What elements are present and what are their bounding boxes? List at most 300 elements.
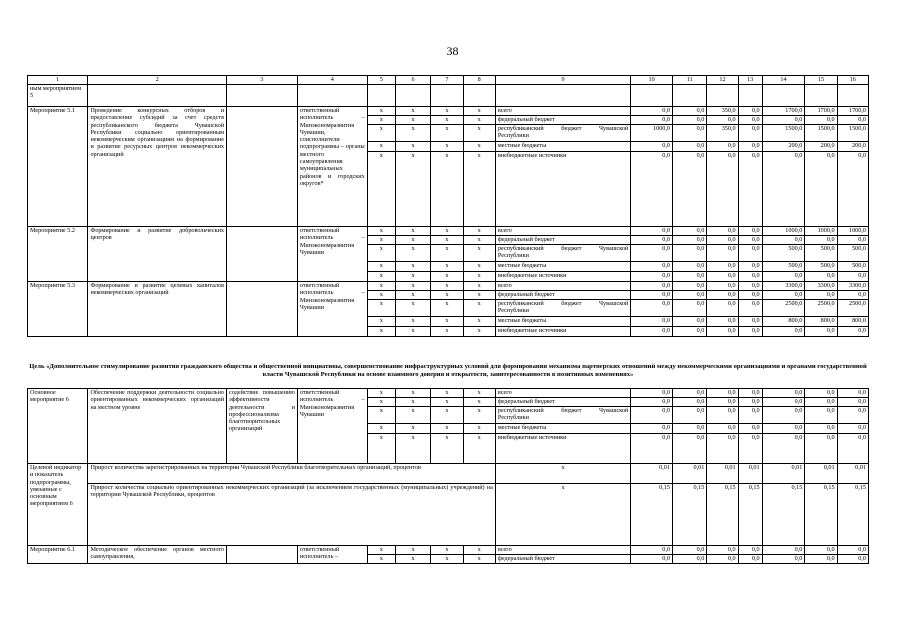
amount-cell: 0,0 <box>837 152 868 227</box>
empty-cell <box>367 85 395 107</box>
column-number-cell: 8 <box>463 76 495 85</box>
amount-cell: 2500,0 <box>762 300 805 317</box>
amount-cell: 0,0 <box>837 272 868 282</box>
amount-cell: 2500,0 <box>837 300 868 317</box>
x-cell: x <box>431 398 463 407</box>
amount-cell: 500,0 <box>837 262 868 272</box>
amount-cell: 1700,0 <box>837 107 868 116</box>
x-cell: x <box>395 152 430 227</box>
amount-cell: 0,0 <box>672 236 706 245</box>
amount-cell: 0,0 <box>707 227 738 236</box>
funding-source-cell: республиканский бюджет Чувашской Республики <box>495 300 630 317</box>
x-cell: x <box>395 107 430 116</box>
x-cell: x <box>395 327 430 337</box>
x-cell: x <box>463 434 495 464</box>
x-cell: x <box>395 272 430 282</box>
measure-id-cell: Мероприятие 6.1 <box>28 546 88 564</box>
x-cell: x <box>367 424 395 434</box>
x-cell: x <box>367 116 395 125</box>
x-cell: x <box>367 407 395 424</box>
amount-cell: 0,0 <box>631 389 673 398</box>
amount-cell: 0,0 <box>707 434 738 464</box>
amount-cell: 0,0 <box>762 116 805 125</box>
x-cell: x <box>431 555 463 564</box>
empty-cell <box>227 85 298 107</box>
amount-cell: 0,0 <box>707 272 738 282</box>
x-cell: x <box>431 262 463 272</box>
x-cell: x <box>431 152 463 227</box>
empty-cell <box>738 85 762 107</box>
amount-cell: 0,0 <box>672 327 706 337</box>
amount-cell: 0,0 <box>738 424 762 434</box>
amount-cell: 0,0 <box>672 434 706 464</box>
amount-cell: 1000,0 <box>631 125 673 142</box>
amount-cell: 0,0 <box>631 398 673 407</box>
amount-cell: 0,0 <box>672 282 706 291</box>
amount-cell: 0,0 <box>707 407 738 424</box>
column-number-cell: 4 <box>297 76 367 85</box>
funding-source-cell: внебюджетные источники <box>495 152 630 227</box>
column-number-cell: 3 <box>227 76 298 85</box>
amount-cell: 0,0 <box>805 152 837 227</box>
empty-cell <box>395 85 430 107</box>
amount-cell: 0,0 <box>738 245 762 262</box>
x-cell: x <box>431 327 463 337</box>
amount-cell: 2500,0 <box>805 300 837 317</box>
funding-source-cell: внебюджетные источники <box>495 434 630 464</box>
indicator-row <box>28 464 869 484</box>
x-cell: x <box>395 227 430 236</box>
empty-cell <box>837 85 868 107</box>
x-cell: x <box>431 142 463 152</box>
amount-cell: 0,0 <box>762 398 805 407</box>
x-cell: x <box>463 389 495 398</box>
amount-cell: 0,0 <box>837 236 868 245</box>
indicator-value-cell: 0,15 <box>837 484 868 546</box>
x-cell: x <box>431 407 463 424</box>
indicator-value-cell: 0,15 <box>631 484 673 546</box>
indicator-label-cell: Целевой индикатор и показатель подпрограммы, увязанные с основным мероприятием 6 <box>28 464 88 546</box>
amount-cell: 0,0 <box>805 291 837 300</box>
x-cell: x <box>395 546 430 555</box>
amount-cell: 0,0 <box>631 424 673 434</box>
funding-source-cell: внебюджетные источники <box>495 272 630 282</box>
measure-id-cell: Мероприятие 5.3 <box>28 282 88 337</box>
amount-cell: 800,0 <box>805 317 837 327</box>
amount-cell: 0,0 <box>631 107 673 116</box>
x-cell: x <box>395 245 430 262</box>
amount-cell: 0,0 <box>738 389 762 398</box>
column-number-cell: 12 <box>707 76 738 85</box>
x-cell: x <box>395 262 430 272</box>
measure-name-cell: Методическое обеспечение органов местного самоуправления, <box>88 546 227 564</box>
x-cell: x <box>431 245 463 262</box>
funding-source-cell: федеральный бюджет <box>495 236 630 245</box>
funding-source-cell: местные бюджеты <box>495 262 630 272</box>
amount-cell: 0,0 <box>707 398 738 407</box>
executor-cell: ответственный исполнитель – Минэкономразвития Чувашии <box>297 389 367 464</box>
x-cell: x <box>367 317 395 327</box>
amount-cell: 0,0 <box>837 389 868 398</box>
x-cell: x <box>395 407 430 424</box>
amount-cell: 0,0 <box>738 272 762 282</box>
amount-cell: 0,0 <box>805 407 837 424</box>
table-row <box>28 546 869 555</box>
amount-cell: 200,0 <box>805 142 837 152</box>
amount-cell: 0,0 <box>805 424 837 434</box>
column-number-cell: 11 <box>672 76 706 85</box>
x-cell: x <box>395 424 430 434</box>
amount-cell: 0,0 <box>631 291 673 300</box>
amount-cell: 0,0 <box>707 546 738 555</box>
amount-cell: 0,0 <box>631 227 673 236</box>
amount-cell: 0,0 <box>707 327 738 337</box>
column-number-cell: 13 <box>738 76 762 85</box>
measure-name-cell: Формирование и развитие целевых капиталов некоммерческих организаций <box>88 282 227 337</box>
x-cell: x <box>463 125 495 142</box>
funding-source-cell: местные бюджеты <box>495 142 630 152</box>
amount-cell: 0,0 <box>738 262 762 272</box>
amount-cell: 0,0 <box>672 142 706 152</box>
amount-cell: 500,0 <box>805 245 837 262</box>
amount-cell: 1500,0 <box>805 125 837 142</box>
amount-cell: 0,0 <box>707 317 738 327</box>
executor-cell: ответственный исполнитель – Минэкономразвития Чувашии <box>297 282 367 337</box>
amount-cell: 0,0 <box>707 142 738 152</box>
amount-cell: 0,0 <box>837 398 868 407</box>
empty-cell <box>88 85 227 107</box>
amount-cell: 0,0 <box>805 389 837 398</box>
amount-cell: 0,0 <box>805 555 837 564</box>
x-cell: x <box>367 125 395 142</box>
column-number-cell: 16 <box>837 76 868 85</box>
x-cell: x <box>367 227 395 236</box>
x-cell: x <box>431 107 463 116</box>
goal-heading: Цель «Дополнительное стимулирование развития гражданского общества и общественной инициативы, совершенствование инфраструктурных условий для формирования механизма партнерских отношений между некоммерческими организациями и органами государственной власти Чувашской Республики на основе взаимного доверия и открытости, заинтересованности в позитивных изменениях» <box>29 363 867 378</box>
amount-cell: 800,0 <box>837 317 868 327</box>
indicator-value-cell: 0,15 <box>738 484 762 546</box>
x-cell: x <box>463 407 495 424</box>
x-cell: x <box>395 398 430 407</box>
x-cell: x <box>431 282 463 291</box>
amount-cell: 0,0 <box>762 291 805 300</box>
indicator-row <box>28 484 869 546</box>
x-cell: x <box>463 262 495 272</box>
table-row <box>28 227 869 236</box>
amount-cell: 0,0 <box>672 398 706 407</box>
amount-cell: 0,0 <box>707 424 738 434</box>
amount-cell: 0,0 <box>738 317 762 327</box>
x-cell: x <box>367 282 395 291</box>
amount-cell: 200,0 <box>762 142 805 152</box>
amount-cell: 0,0 <box>738 142 762 152</box>
amount-cell: 3300,0 <box>837 282 868 291</box>
amount-cell: 0,0 <box>631 236 673 245</box>
amount-cell: 3300,0 <box>805 282 837 291</box>
x-cell: x <box>431 300 463 317</box>
amount-cell: 0,0 <box>738 407 762 424</box>
funding-source-cell: республиканский бюджет Чувашской Республики <box>495 407 630 424</box>
x-cell: x <box>463 317 495 327</box>
empty-cell <box>463 85 495 107</box>
amount-cell: 0,0 <box>762 389 805 398</box>
empty-cell <box>762 85 805 107</box>
amount-cell: 0,0 <box>631 300 673 317</box>
amount-cell: 0,0 <box>762 327 805 337</box>
amount-cell: 0,0 <box>805 546 837 555</box>
x-cell: x <box>463 107 495 116</box>
amount-cell: 0,0 <box>837 116 868 125</box>
amount-cell: 0,0 <box>672 555 706 564</box>
amount-cell: 1700,0 <box>805 107 837 116</box>
amount-cell: 0,0 <box>738 116 762 125</box>
amount-cell: 0,0 <box>738 125 762 142</box>
x-cell: x <box>395 125 430 142</box>
indicator-value-cell: 0,01 <box>837 464 868 484</box>
purpose-cell <box>227 227 298 282</box>
x-cell: x <box>463 236 495 245</box>
x-cell: x <box>431 272 463 282</box>
amount-cell: 0,0 <box>631 546 673 555</box>
amount-cell: 0,0 <box>762 407 805 424</box>
amount-cell: 0,0 <box>837 424 868 434</box>
x-cell: x <box>395 317 430 327</box>
amount-cell: 0,0 <box>631 152 673 227</box>
amount-cell: 0,0 <box>738 291 762 300</box>
x-cell: x <box>395 389 430 398</box>
x-cell: x <box>367 300 395 317</box>
x-cell: x <box>463 142 495 152</box>
amount-cell: 0,0 <box>762 424 805 434</box>
indicator-value-cell: 0,01 <box>672 464 706 484</box>
funding-source-cell: федеральный бюджет <box>495 555 630 564</box>
x-cell: x <box>367 434 395 464</box>
amount-cell: 0,0 <box>837 546 868 555</box>
amount-cell: 0,0 <box>672 125 706 142</box>
executor-cell: ответственный исполнитель – Минэкономразвития Чувашии <box>297 227 367 282</box>
x-cell: x <box>463 282 495 291</box>
amount-cell: 0,0 <box>762 236 805 245</box>
column-number-cell: 7 <box>431 76 463 85</box>
amount-cell: 0,0 <box>707 555 738 564</box>
x-cell: x <box>495 484 630 546</box>
indicator-text-cell: Прирост количества зарегистрированных на территории Чувашской Республики благотворительных организаций, процентов <box>88 464 495 484</box>
x-cell: x <box>431 227 463 236</box>
amount-cell: 0,0 <box>837 291 868 300</box>
amount-cell: 0,0 <box>762 152 805 227</box>
empty-cell <box>672 85 706 107</box>
x-cell: x <box>431 389 463 398</box>
indicator-value-cell: 0,01 <box>707 464 738 484</box>
x-cell: x <box>431 546 463 555</box>
x-cell: x <box>367 291 395 300</box>
x-cell: x <box>431 434 463 464</box>
amount-cell: 0,0 <box>672 107 706 116</box>
column-number-cell: 1 <box>28 76 88 85</box>
measure-id-cell: Мероприятие 5.1 <box>28 107 88 227</box>
amount-cell: 0,0 <box>672 245 706 262</box>
amount-cell: 1000,0 <box>837 227 868 236</box>
amount-cell: 1000,0 <box>805 227 837 236</box>
measure-id-cell: Мероприятие 5.2 <box>28 227 88 282</box>
amount-cell: 0,0 <box>672 546 706 555</box>
amount-cell: 500,0 <box>837 245 868 262</box>
amount-cell: 0,0 <box>672 317 706 327</box>
x-cell: x <box>431 125 463 142</box>
x-cell: x <box>395 142 430 152</box>
x-cell: x <box>431 424 463 434</box>
indicator-value-cell: 0,15 <box>805 484 837 546</box>
amount-cell: 0,0 <box>762 555 805 564</box>
funding-source-cell: федеральный бюджет <box>495 398 630 407</box>
amount-cell: 0,0 <box>631 142 673 152</box>
amount-cell: 1500,0 <box>762 125 805 142</box>
column-number-cell: 15 <box>805 76 837 85</box>
measure-name-cell: Формирование и развитие добровольческих центров <box>88 227 227 282</box>
amount-cell: 0,0 <box>672 389 706 398</box>
empty-cell <box>297 85 367 107</box>
column-number-cell: 2 <box>88 76 227 85</box>
x-cell: x <box>367 327 395 337</box>
amount-cell: 0,0 <box>837 327 868 337</box>
amount-cell: 0,0 <box>837 434 868 464</box>
x-cell: x <box>463 555 495 564</box>
amount-cell: 0,0 <box>707 152 738 227</box>
amount-cell: 0,0 <box>707 291 738 300</box>
amount-cell: 0,0 <box>805 236 837 245</box>
amount-cell: 0,0 <box>631 262 673 272</box>
indicator-text-cell: Прирост количества социально ориентированных некоммерческих организаций (за исключением государственных (муниципальных) учреждений) на территории Чувашской Республики, процентов <box>88 484 495 546</box>
x-cell: x <box>367 398 395 407</box>
amount-cell: 0,0 <box>738 327 762 337</box>
amount-cell: 0,0 <box>762 546 805 555</box>
x-cell: x <box>367 245 395 262</box>
amount-cell: 0,0 <box>805 116 837 125</box>
amount-cell: 0,0 <box>762 272 805 282</box>
amount-cell: 0,0 <box>738 152 762 227</box>
amount-cell: 0,0 <box>738 300 762 317</box>
x-cell: x <box>367 236 395 245</box>
x-cell: x <box>463 291 495 300</box>
amount-cell: 200,0 <box>837 142 868 152</box>
page-number: 38 <box>446 44 459 58</box>
funding-source-cell: всего <box>495 282 630 291</box>
x-cell: x <box>367 142 395 152</box>
x-cell: x <box>367 262 395 272</box>
amount-cell: 0,0 <box>631 317 673 327</box>
amount-cell: 0,0 <box>672 424 706 434</box>
indicator-value-cell: 0,01 <box>805 464 837 484</box>
funding-source-cell: всего <box>495 546 630 555</box>
amount-cell: 0,0 <box>631 327 673 337</box>
amount-cell: 0,0 <box>837 407 868 424</box>
indicator-value-cell: 0,01 <box>631 464 673 484</box>
x-cell: x <box>367 389 395 398</box>
indicator-value-cell: 0,01 <box>762 464 805 484</box>
amount-cell: 500,0 <box>762 245 805 262</box>
x-cell: x <box>495 464 630 484</box>
empty-cell <box>495 85 630 107</box>
amount-cell: 0,0 <box>672 262 706 272</box>
x-cell: x <box>367 272 395 282</box>
amount-cell: 0,0 <box>631 407 673 424</box>
amount-cell: 0,0 <box>738 107 762 116</box>
purpose-cell <box>227 282 298 337</box>
x-cell: x <box>395 291 430 300</box>
empty-cell <box>631 85 673 107</box>
amount-cell: 500,0 <box>762 262 805 272</box>
amount-cell: 0,0 <box>707 262 738 272</box>
measure-id-cell: Основное мероприятие 6 <box>28 389 88 464</box>
funding-source-cell: местные бюджеты <box>495 317 630 327</box>
x-cell: x <box>463 272 495 282</box>
x-cell: x <box>463 327 495 337</box>
measure-name-cell: Проведение конкурсных отборов и предоставление субсидий за счет средств республиканского бюджета Чувашской Республики социально ориентированным некоммерческим организациям на формирование и развитие ресурсных центров некоммерческих организаций <box>88 107 227 227</box>
amount-cell: 0,0 <box>707 245 738 262</box>
amount-cell: 800,0 <box>762 317 805 327</box>
amount-cell: 1700,0 <box>762 107 805 116</box>
column-number-cell: 10 <box>631 76 673 85</box>
x-cell: x <box>463 424 495 434</box>
x-cell: x <box>431 116 463 125</box>
amount-cell: 0,0 <box>672 407 706 424</box>
x-cell: x <box>367 152 395 227</box>
amount-cell: 0,0 <box>631 434 673 464</box>
amount-cell: 0,0 <box>707 300 738 317</box>
amount-cell: 0,0 <box>707 236 738 245</box>
amount-cell: 0,0 <box>672 272 706 282</box>
amount-cell: 0,0 <box>738 227 762 236</box>
amount-cell: 0,0 <box>837 555 868 564</box>
budget-table-upper <box>27 75 869 337</box>
empty-cell <box>707 85 738 107</box>
x-cell: x <box>395 300 430 317</box>
x-cell: x <box>367 107 395 116</box>
x-cell: x <box>367 546 395 555</box>
amount-cell: 0,0 <box>805 272 837 282</box>
amount-cell: 0,0 <box>738 236 762 245</box>
measure-name-cell: Обеспечение поддержки деятельности социально ориентированных некоммерческих организаций на местном уровне <box>88 389 227 464</box>
amount-cell: 350,0 <box>707 107 738 116</box>
funding-source-cell: всего <box>495 107 630 116</box>
amount-cell: 0,0 <box>672 152 706 227</box>
amount-cell: 0,0 <box>707 389 738 398</box>
amount-cell: 0,0 <box>631 116 673 125</box>
funding-source-cell: федеральный бюджет <box>495 116 630 125</box>
x-cell: x <box>463 300 495 317</box>
x-cell: x <box>463 152 495 227</box>
amount-cell: 0,0 <box>738 434 762 464</box>
executor-cell: ответственный исполнитель – <box>297 546 367 564</box>
x-cell: x <box>395 116 430 125</box>
amount-cell: 0,0 <box>738 546 762 555</box>
funding-source-cell: федеральный бюджет <box>495 291 630 300</box>
amount-cell: 0,0 <box>762 434 805 464</box>
amount-cell: 0,0 <box>707 116 738 125</box>
amount-cell: 0,0 <box>707 282 738 291</box>
amount-cell: 0,0 <box>805 327 837 337</box>
amount-cell: 1000,0 <box>762 227 805 236</box>
amount-cell: 500,0 <box>805 262 837 272</box>
x-cell: x <box>463 116 495 125</box>
purpose-cell: содействие повышению эффективности деятельности и профессионализма благотворительных организаций <box>227 389 298 464</box>
continuation-row <box>28 85 869 107</box>
amount-cell: 0,0 <box>672 116 706 125</box>
indicator-value-cell: 0,01 <box>738 464 762 484</box>
empty-cell <box>805 85 837 107</box>
table-row <box>28 107 869 116</box>
x-cell: x <box>463 245 495 262</box>
